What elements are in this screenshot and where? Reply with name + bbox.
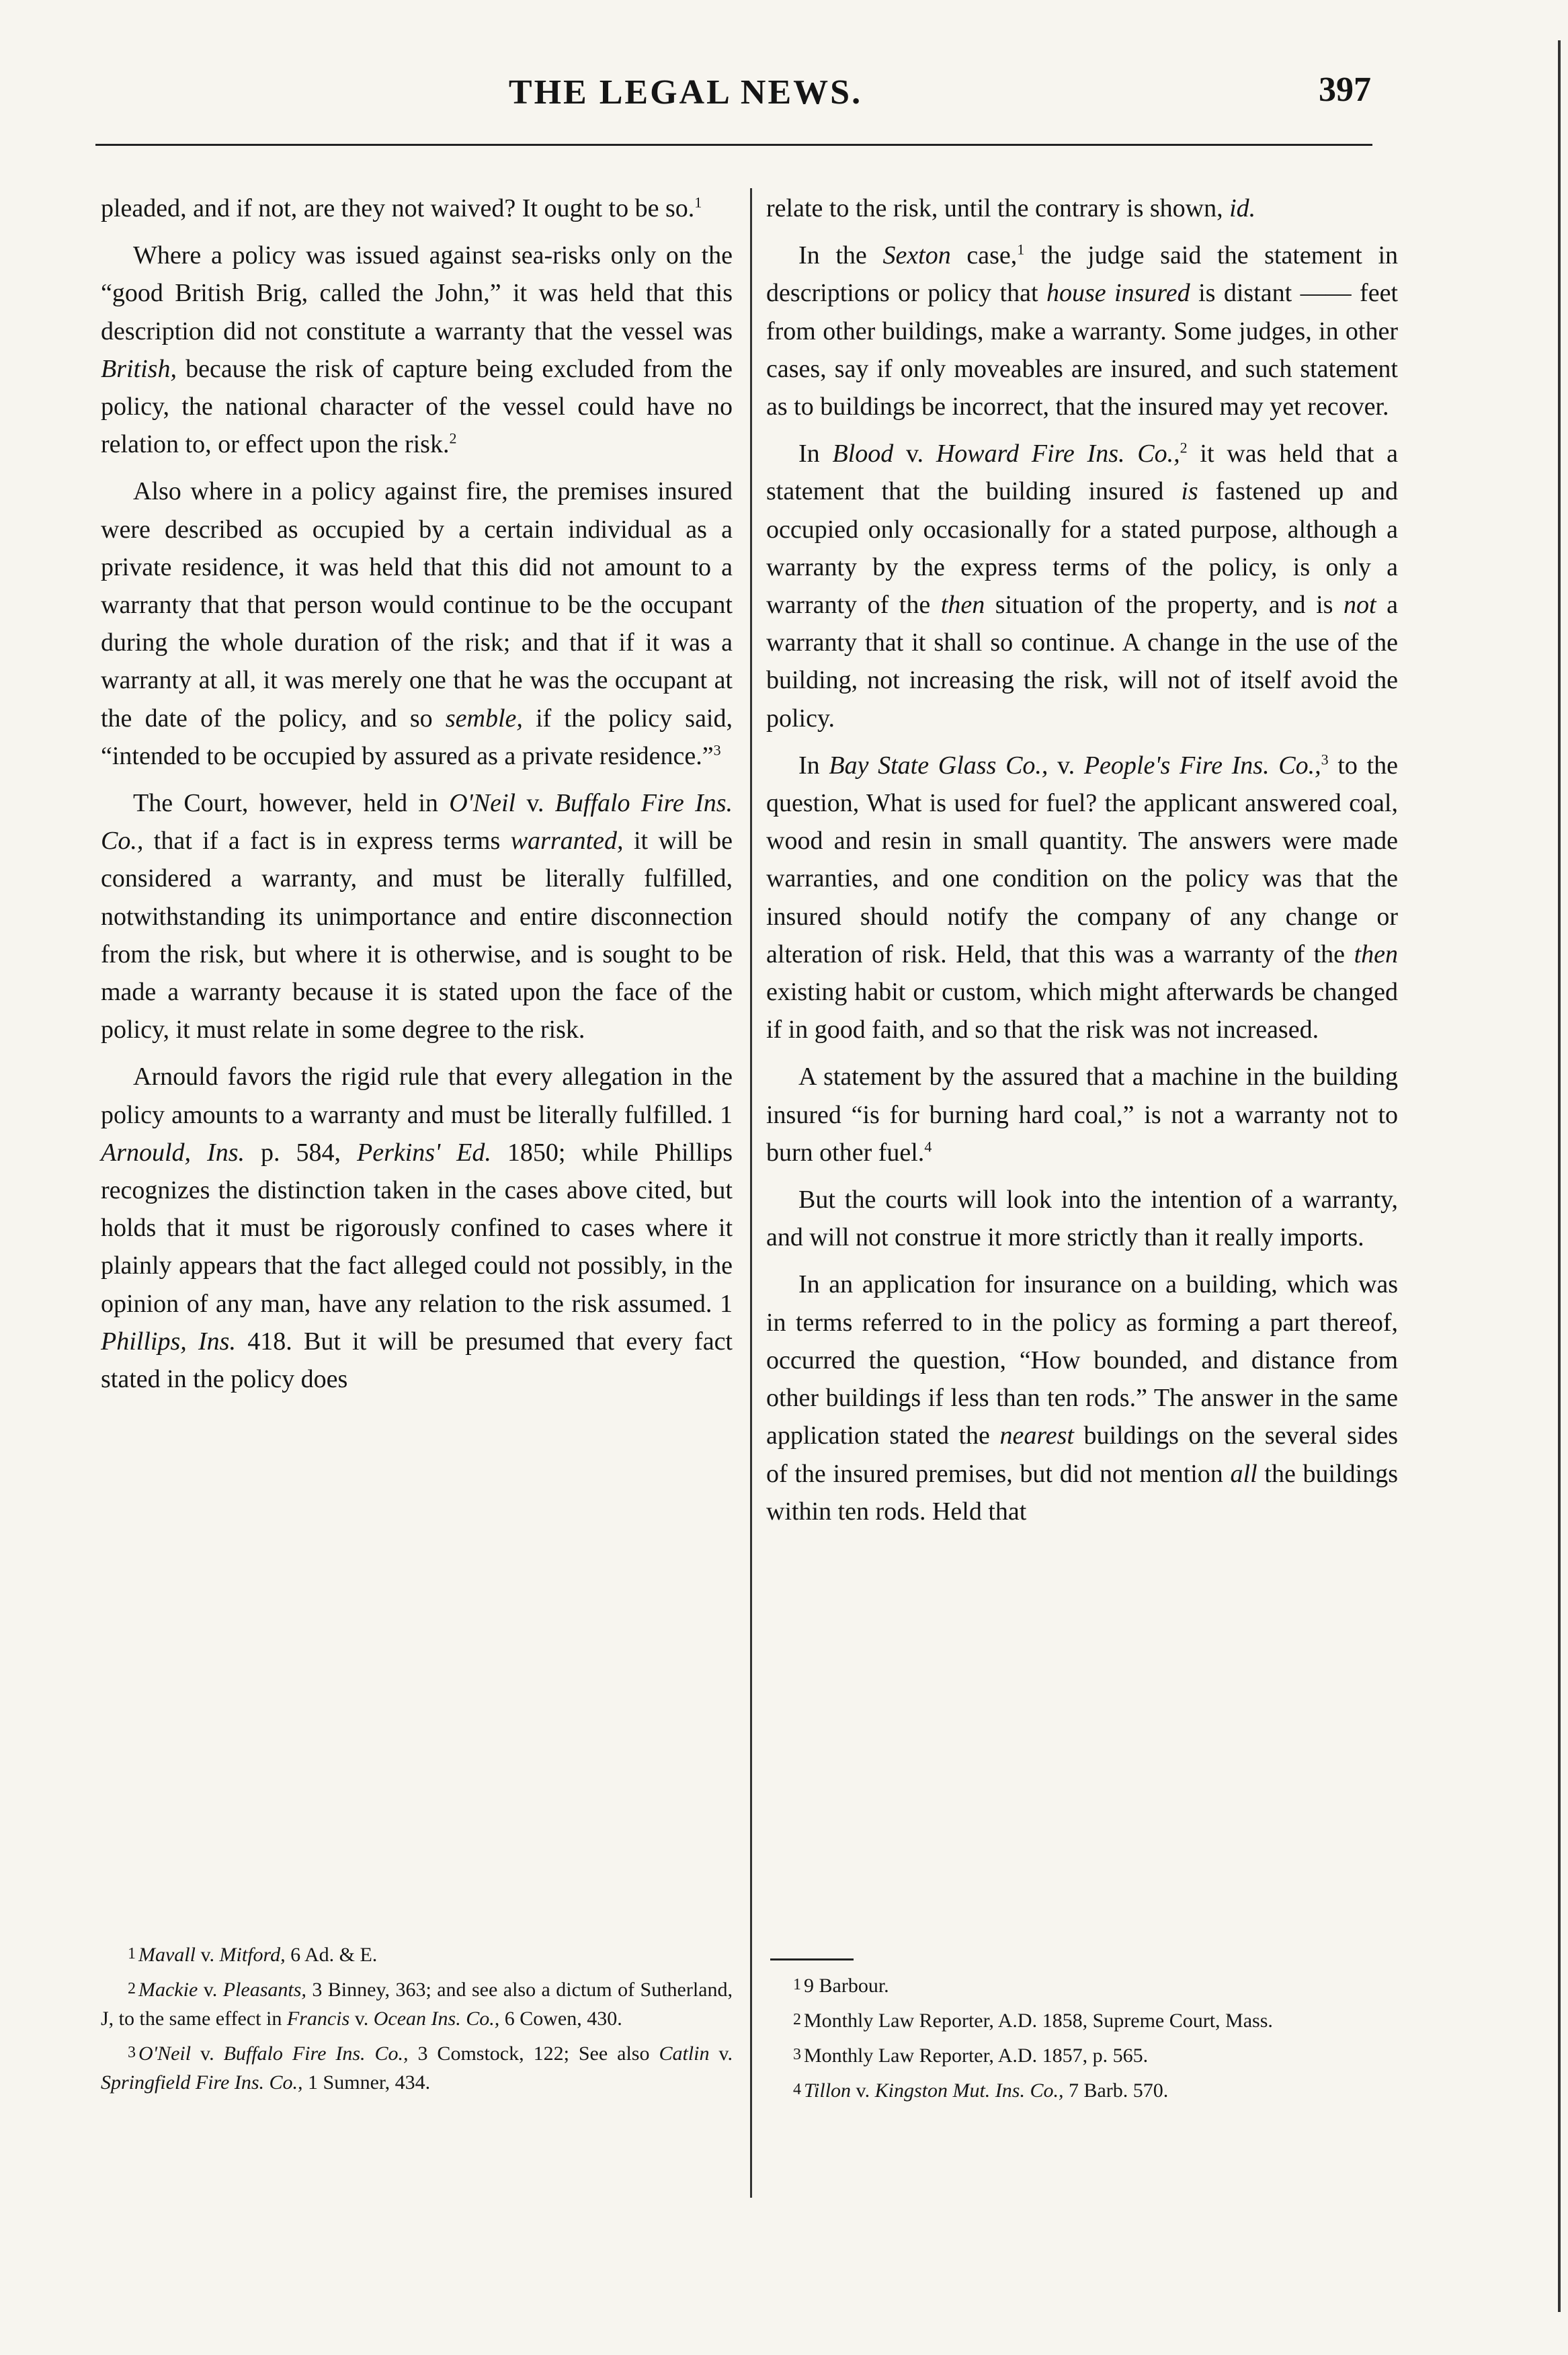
footnote: 3 Monthly Law Reporter, A.D. 1857, p. 565.: [793, 2044, 1149, 2067]
paragraph: The Court, however, held in O'Neil v. Buffalo Fire Ins. Co., that if a fact is in express terms warranted, it will be considered a warranty, and must be literally fulfilled, notwithstanding its unimportance and entire disconnection from the risk, but where it is otherwise, and is sought to be made a warranty because it is stated upon the face of the policy, it must relate in some degree to the risk.: [101, 789, 733, 1044]
footnote: 1 Mavall v. Mitford, 6 Ad. & E.: [128, 1944, 378, 1966]
paragraph: Where a policy was issued against sea-risks only on the “good British Brig, called the John,” it was held that this description did not constitute a warranty that the vessel was British, because the risk of capture being excluded from the policy, the national character of the vessel could have no relation to, or effect upon the risk.$^2$: [101, 241, 733, 459]
footnote: 2 Monthly Law Reporter, A.D. 1858, Supreme Court, Mass.: [793, 2010, 1273, 2032]
paragraph: In an application for insurance on a building, which was in terms referred to in the policy as forming a part thereof, occurred the question, “How bounded, and distance from other buildings if less than ten rods.” The answer in the same application stated the nearest buildings on the several sides of the insured premises, but did not mention all the buildings within ten rods. Held that: [766, 1270, 1399, 1526]
page-number: 397: [1319, 71, 1371, 109]
page-edge-line: [1558, 40, 1561, 2312]
footnote: 3 O'Neil v. Buffalo Fire Ins. Co., 3 Comstock, 122; See also Catlin v. Springfield Fire Ins. Co., 1 Sumner, 434.: [101, 2042, 733, 2094]
paragraph: In Bay State Glass Co., v. People's Fire Ins. Co.,$^3$ to the question, What is used for fuel? the applicant answered coal, wood and resin in small quantity. The answers were made warranties, and one condition on the policy was that the insured should notify the company of any change or alteration of risk. Held, that this was a warranty of the then existing habit or custom, which might afterwards be changed if in good faith, and so that the risk was not increased.: [766, 751, 1399, 1044]
footnote: 2 Mackie v. Pleasants, 3 Binney, 363; and see also a dictum of Sutherland, J, to the same effect in Francis v. Ocean Ins. Co., 6 Cowen, 430.: [101, 1979, 733, 2030]
paragraph: Also where in a policy against fire, the premises insured were described as occupied by a certain individual as a private residence, it was held that this did not amount to a warranty that that person would continue to be the occupant during the whole duration of the risk; and that if it was a warranty at all, it was merely one that he was the occupant at the date of the policy, and so semble, if the policy said, “intended to be occupied by assured as a private residence.”$^3$: [101, 477, 733, 770]
page-header-title: THE LEGAL NEWS.: [508, 73, 863, 112]
right-column: [766, 190, 1398, 1540]
paragraph: A statement by the assured that a machine in the building insured “is for burning hard coal,” is not a warranty not to burn other fuel.$^4$: [766, 1063, 1398, 1167]
paragraph: Arnould favors the rigid rule that every allegation in the policy amounts to a warranty and must be literally fulfilled. 1 Arnould, Ins. p. 584, Perkins' Ed. 1850; while Phillips recognizes the distinction taken in the cases above cited, but holds that it must be rigorously confined to cases where it plainly appears that the fact alleged could not possibly, in the opinion of any man, have any relation to the risk assumed. 1 Phillips, Ins. 418. But it will be presumed that every fact stated in the policy does: [101, 1063, 733, 1394]
right-footnotes: [766, 1971, 1398, 2110]
header-rule: [95, 144, 1372, 146]
paragraph: relate to the risk, until the contrary is shown, id.: [766, 194, 1256, 222]
column-divider: [750, 188, 752, 2198]
paragraph: pleaded, and if not, are they not waived? It ought to be so.$^1$: [101, 194, 702, 222]
left-footnotes: [101, 1940, 733, 2102]
footnote-rule: [770, 1958, 854, 1960]
left-column: [101, 190, 733, 1407]
paragraph: In the Sexton case,$^1$ the judge said the statement in descriptions or policy that house insured is distant —— feet from other buildings, make a warranty. Some judges, in other cases, say if only moveables are insured, and such statement as to buildings be incorrect, that the insured may yet recover.: [766, 241, 1398, 421]
footnote: 1 9 Barbour.: [793, 1975, 889, 1997]
footnote: 4 Tillon v. Kingston Mut. Ins. Co., 7 Barb. 570.: [793, 2079, 1169, 2102]
paragraph: In Blood v. Howard Fire Ins. Co.,$^2$ it was held that a statement that the building insured is fastened up and occupied only occasionally for a stated purpose, although a warranty by the express terms of the policy, is only a warranty of the then situation of the property, and is not a warranty that it shall so continue. A change in the use of the building, not increasing the risk, will not of itself avoid the policy.: [766, 439, 1399, 733]
paragraph: But the courts will look into the intention of a warranty, and will not construe it more strictly than it really imports.: [766, 1186, 1398, 1252]
